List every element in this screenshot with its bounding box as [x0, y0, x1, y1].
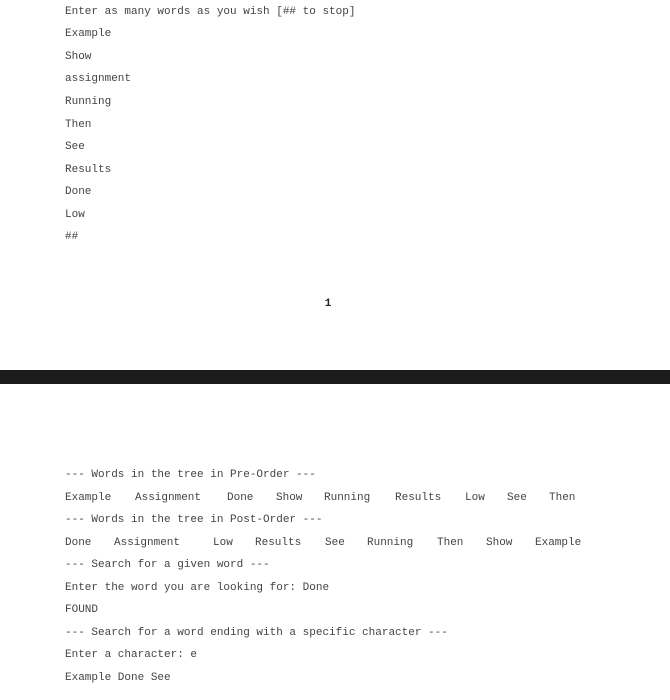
- preorder-words-row: [65, 491, 576, 505]
- postorder-word: Results: [255, 537, 302, 549]
- postorder-word: Assignment: [114, 537, 181, 549]
- preorder-word: Example: [65, 492, 112, 504]
- postorder-header: --- Words in the tree in Post-Order ---: [65, 514, 323, 526]
- input-word: See: [65, 141, 85, 153]
- preorder-word: Assignment: [135, 492, 202, 504]
- preorder-word: Show: [276, 492, 303, 504]
- ending-search-result: Example Done See: [65, 672, 171, 684]
- preorder-header: --- Words in the tree in Pre-Order ---: [65, 469, 316, 481]
- postorder-word: Then: [437, 537, 464, 549]
- input-word: assignment: [65, 73, 132, 85]
- input-terminator: ##: [65, 231, 79, 243]
- postorder-word: See: [325, 537, 345, 549]
- postorder-word: Example: [535, 537, 582, 549]
- preorder-word: Results: [395, 492, 442, 504]
- output-page-2: [0, 384, 670, 700]
- preorder-word: Then: [549, 492, 576, 504]
- postorder-word: Running: [367, 537, 414, 549]
- search-prompt: Enter the word you are looking for: Done: [65, 582, 330, 594]
- postorder-word: Show: [486, 537, 513, 549]
- page-number: 1: [324, 298, 332, 310]
- page-break-divider: [0, 370, 670, 384]
- postorder-word: Done: [65, 537, 92, 549]
- preorder-word: Running: [324, 492, 371, 504]
- search-header: --- Search for a given word ---: [65, 559, 270, 571]
- preorder-word: Low: [465, 492, 485, 504]
- postorder-word: Low: [213, 537, 233, 549]
- input-prompt: Enter as many words as you wish [## to stop]: [65, 6, 356, 18]
- preorder-word: See: [507, 492, 527, 504]
- preorder-word: Done: [227, 492, 254, 504]
- input-word: Low: [65, 209, 85, 221]
- postorder-words-row: [65, 536, 582, 550]
- search-result: FOUND: [65, 604, 99, 616]
- input-word: Results: [65, 164, 112, 176]
- input-word: Done: [65, 186, 92, 198]
- ending-search-prompt: Enter a character: e: [65, 649, 198, 661]
- input-word: Running: [65, 96, 112, 108]
- input-word: Then: [65, 119, 92, 131]
- ending-search-header: --- Search for a word ending with a specific character ---: [65, 627, 448, 639]
- input-word: Show: [65, 51, 92, 63]
- input-word: Example: [65, 28, 112, 40]
